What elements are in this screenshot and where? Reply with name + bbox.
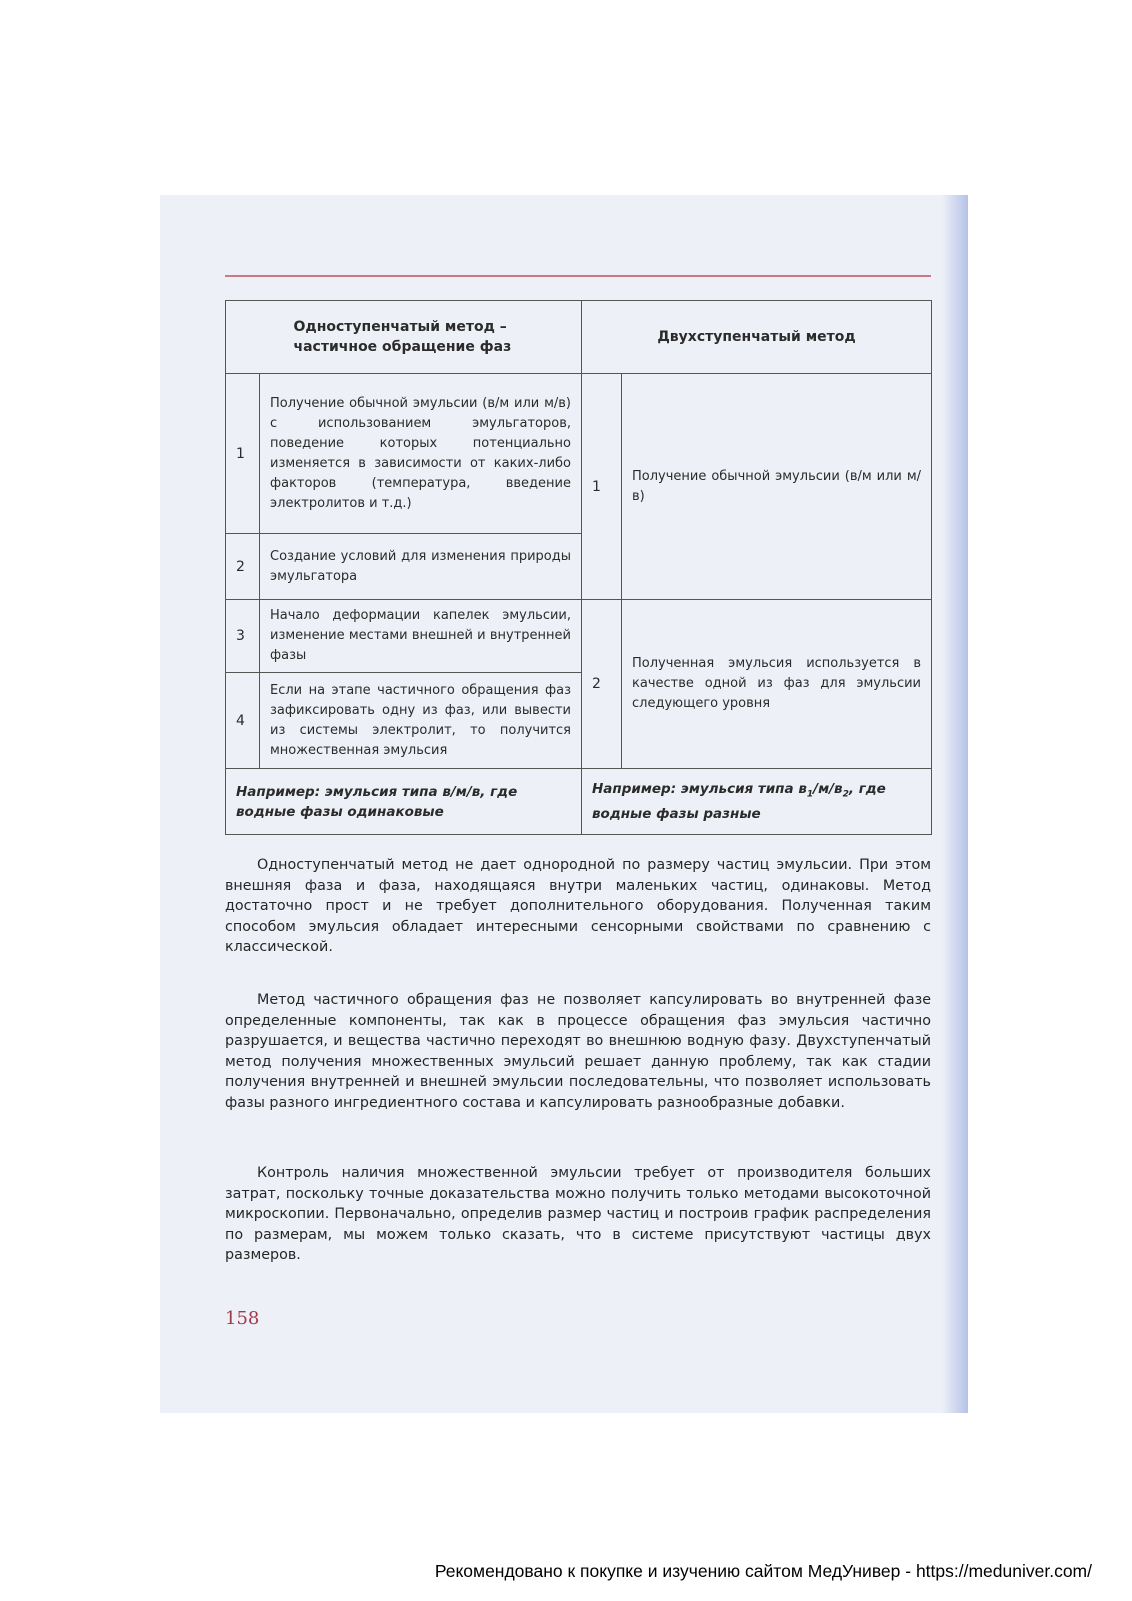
- page-number: 158: [225, 1308, 260, 1329]
- example-left: Например: эмульсия типа в/м/в, где водные фазы одинаковые: [226, 769, 582, 835]
- left-step-text: Получение обычной эмульсии (в/м или м/в) с использованием эмульгаторов, поведение которых потенциально изменяется в зависимости от каких-либо факторов (температура, введение электролитов и т.д.): [260, 374, 582, 534]
- left-step-text: Если на этапе частичного обращения фаз зафиксировать одну из фаз, или вывести из системы электролит, то получится множественная эмульсия: [260, 673, 582, 769]
- methods-table: [225, 300, 932, 835]
- header-rule: [225, 275, 931, 277]
- table-header-left: Одноступенчатый метод – частичное обращение фаз: [226, 301, 582, 374]
- paragraph: Метод частичного обращения фаз не позволяет капсулировать во внутренней фазе определенные компоненты, так как в процессе обращения фаз эмульсия частично разрушается, и вещества частично переходят во внешнюю водную фазу. Двухступенчатый метод получения множественных эмульсий решает данную проблему, так как стадии получения внутренней и внешней эмульсии последовательны, что позволяет использовать фазы разного ингредиентного состава и капсулировать разнообразные добавки.: [225, 992, 931, 1111]
- example-right: Например: эмульсия типа $в_1/м/в_2$, где водные фазы разные: [582, 769, 932, 835]
- table-header-right: Двухступенчатый метод: [582, 301, 932, 374]
- right-step-number: 1: [582, 374, 622, 600]
- right-step-number: 2: [582, 600, 622, 769]
- left-step-number: 3: [226, 600, 260, 673]
- right-step-text: Получение обычной эмульсии (в/м или м/в): [622, 374, 932, 600]
- paragraph: Одноступенчатый метод не дает однородной по размеру частиц эмульсии. При этом внешняя фаза и фаза, находящаяся внутри маленьких частиц, одинаковы. Метод достаточно прост и не требует дополнительного оборудования. Полученная таким способом эмульсия обладает интересными сенсорными свойствами по сравнению с классической.: [225, 857, 931, 955]
- footer-note: Рекомендовано к покупке и изучению сайтом МедУнивер - https://meduniver.com/: [434, 1561, 1092, 1581]
- left-step-number: 4: [226, 673, 260, 769]
- left-step-text: Начало деформации капелек эмульсии, изменение местами внешней и внутренней фазы: [260, 600, 582, 673]
- right-step-text: Полученная эмульсия используется в качестве одной из фаз для эмульсии следующего уровня: [622, 600, 932, 769]
- left-step-number: 1: [226, 374, 260, 534]
- left-step-text: Создание условий для изменения природы эмульгатора: [260, 534, 582, 600]
- book-page: [160, 195, 968, 1413]
- page-edge-shadow: [942, 195, 968, 1413]
- left-step-number: 2: [226, 534, 260, 600]
- paragraph: Контроль наличия множественной эмульсии требует от производителя больших затрат, поскольку точные доказательства можно получить только методами высокоточной микроскопии. Первоначально, определив размер частиц и построив график распределения по размерам, мы можем только сказать, что в системе присутствуют частицы двух размеров.: [225, 1165, 931, 1263]
